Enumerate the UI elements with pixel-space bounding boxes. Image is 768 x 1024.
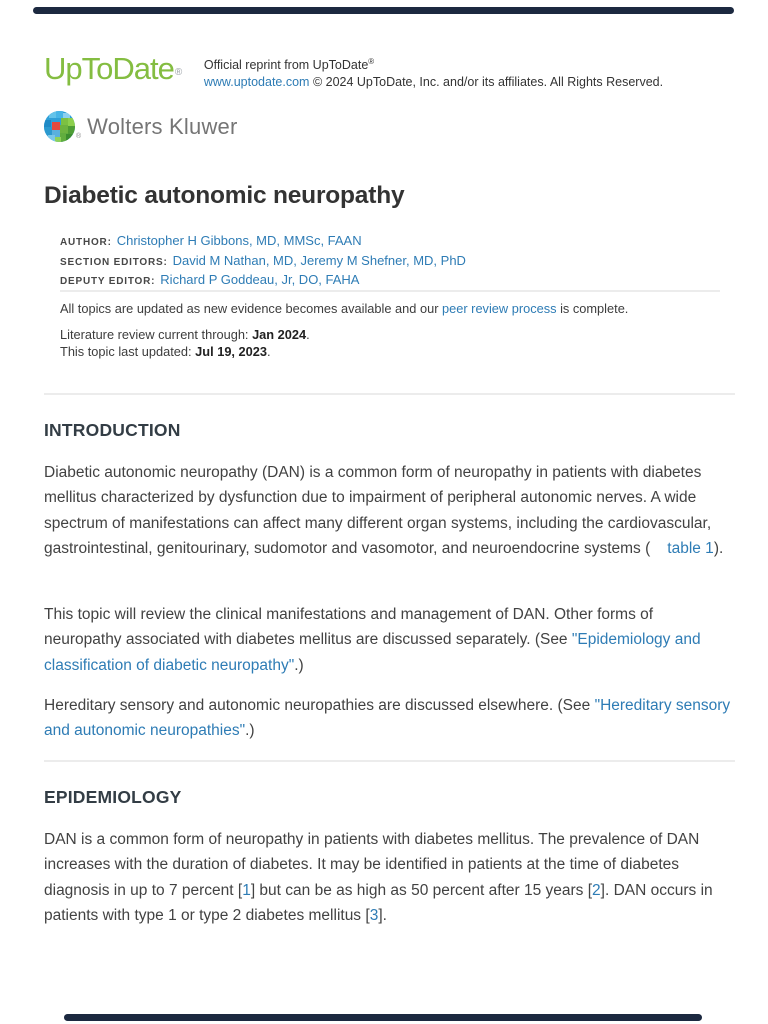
top-accent-bar	[33, 7, 734, 14]
registered-mark-icon: ®	[174, 67, 182, 78]
bottom-accent-bar	[64, 1014, 702, 1021]
reference-2-link[interactable]: 2	[592, 881, 601, 899]
update-notice: All topics are updated as new evidence becomes available and our peer review process is complete.	[60, 301, 629, 316]
copyright-text: © 2024 UpToDate, Inc. and/or its affiliates. All Rights Reserved.	[309, 75, 664, 90]
epidemiology-classification-topic-link[interactable]: "Epidemiology and classification of diabetic neuropathy"	[44, 631, 701, 674]
registered-mark-icon: ®	[368, 57, 375, 66]
hereditary-neuropathies-topic-link[interactable]: "Hereditary sensory and autonomic neuropathies"	[44, 697, 731, 740]
section-heading-epidemiology: EPIDEMIOLOGY	[44, 787, 182, 807]
reference-3-link[interactable]: 3	[369, 907, 379, 925]
section-divider	[60, 290, 720, 292]
intro-paragraph-1: Diabetic autonomic neuropathy (DAN) is a common form of neuropathy in patients with diabetes mellitus characterized by dysfunction due to impairment of peripheral autonomic nerves. A wide spectrum of manifestations can affect many different organ systems, including the cardiovascular, gastrointestinal, genitourinary, sudomotor and vasomotor, and neuroendocrine systems ( table 1).	[44, 464, 724, 558]
deputy-editor-link[interactable]: Richard P Goddeau, Jr, DO, FAHA	[160, 272, 360, 288]
uptodate-logo-text: UpToDate	[44, 51, 174, 86]
reprint-info	[204, 50, 663, 91]
intro-paragraph-3: Hereditary sensory and autonomic neuropathies are discussed elsewhere. (See "Hereditary sensory and autonomic neuropathies".)	[44, 697, 731, 740]
wolters-kluwer-logo-icon	[44, 111, 75, 142]
intro-paragraph-2: This topic will review the clinical manifestations and management of DAN. Other forms of neuropathy associated with diabetes mellitus are discussed separately. (See "Epidemiology and classification of diabetic neuropathy".)	[44, 606, 701, 674]
byline-block	[60, 232, 466, 291]
literature-review-line: Literature review current through: Jan 2024.	[60, 327, 310, 342]
author-label: AUTHOR:	[60, 237, 112, 248]
author-link[interactable]: Christopher H Gibbons, MD, MMSc, FAAN	[116, 233, 362, 248]
section-heading-introduction: INTRODUCTION	[44, 420, 181, 440]
byline-row-section-editors	[60, 252, 466, 272]
uptodate-site-link[interactable]: www.uptodate.com	[203, 75, 310, 90]
table-1-link[interactable]: table 1	[667, 540, 714, 558]
reprint-line: Official reprint from UpToDate®	[203, 57, 375, 73]
uptodate-logo	[44, 50, 188, 88]
brand-header	[44, 50, 663, 91]
wolters-kluwer-brand	[44, 111, 238, 142]
byline-row-author	[60, 232, 466, 252]
last-updated-line: This topic last updated: Jul 19, 2023.	[60, 344, 271, 359]
section-editors-label: SECTION EDITORS:	[60, 256, 168, 268]
epidemiology-paragraph-1: DAN is a common form of neuropathy in patients with diabetes mellitus. The prevalence of DAN increases with the duration of diabetes. It may be identified in patients at the time of diabetes diagnosis in up to 7 percent [1] but can be as high as 50 percent after 15 years [2]. DAN occurs in patients with type 1 or type 2 diabetes mellitus [3].	[44, 831, 713, 925]
page-title: Diabetic autonomic neuropathy	[44, 182, 405, 209]
section-divider	[44, 760, 735, 762]
byline-row-deputy-editor	[60, 271, 466, 291]
deputy-editor-label: DEPUTY EDITOR:	[60, 276, 156, 288]
copyright-line	[204, 74, 663, 91]
section-divider	[44, 393, 735, 395]
wolters-kluwer-wordmark: Wolters Kluwer	[87, 113, 238, 139]
section-editors-link[interactable]: David M Nathan, MD, Jeremy M Shefner, MD, PhD	[172, 252, 466, 268]
reference-1-link[interactable]: 1	[242, 881, 251, 899]
peer-review-link[interactable]: peer review process	[442, 301, 557, 316]
registered-mark-icon: ®	[76, 133, 82, 140]
